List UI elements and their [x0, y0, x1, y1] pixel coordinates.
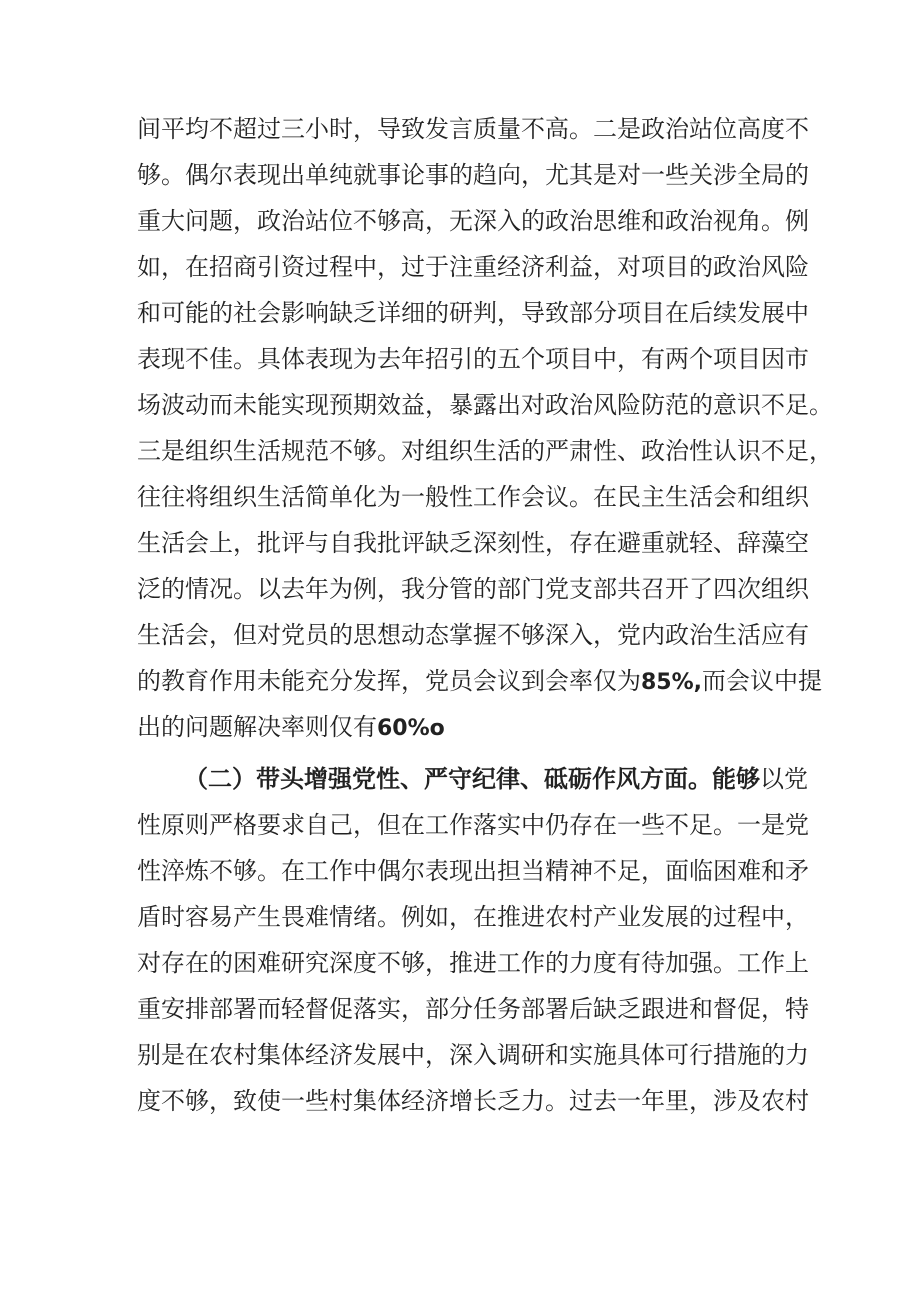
paragraph-line-with-number [137, 709, 797, 745]
line-text: 的教育作用未能充分发挥，党员会议到会率仅为 [137, 667, 641, 695]
paragraph-line: 性原则严格要求自己，但在工作落实中仍存在一些不足。一是党 [137, 811, 809, 839]
paragraph-line: 如，在招商引资过程中，过于注重经济利益，对项目的政治风险 [137, 253, 809, 281]
paragraph-line: 生活会上，批评与自我批评缺乏深刻性，存在避重就轻、辞藻空 [137, 529, 809, 557]
paragraph-line: 表现不佳。具体表现为去年招引的五个项目中，有两个项目因市 [137, 345, 809, 373]
paragraph-line: 场波动而未能实现预期效益，暴露出对政治风险防范的意识不足。 [137, 391, 833, 419]
paragraph-line: 对存在的困难研究深度不够，推进工作的力度有待加强。工作上 [137, 949, 809, 977]
resolution-rate: 60%o [377, 716, 445, 741]
paragraph-line: 别是在农村集体经济发展中，深入调研和实施具体可行措施的力 [137, 1041, 809, 1069]
paragraph-line: 往往将组织生活简单化为一般性工作会议。在民主生活会和组织 [137, 483, 809, 511]
paragraph-line: 三是组织生活规范不够。对组织生活的严肃性、政治性认识不足， [137, 437, 833, 465]
section-heading: （二）带头增强党性、严守纪律、砥砺作风方面。能够 [184, 764, 760, 793]
paragraph-line: 重安排部署而轻督促落实，部分任务部署后缺乏跟进和督促，特 [137, 995, 809, 1023]
paragraph-line: 和可能的社会影响缺乏详细的研判，导致部分项目在后续发展中 [137, 299, 809, 327]
line-text: 出的问题解决率则仅有 [137, 713, 377, 741]
paragraph-line: 够。偶尔表现出单纯就事论事的趋向，尤其是对一些关涉全局的 [137, 161, 809, 189]
paragraph-line: 泛的情况。以去年为例，我分管的部门党支部共召开了四次组织 [137, 575, 809, 603]
section-heading-line [184, 761, 808, 797]
paragraph-line: 间平均不超过三小时，导致发言质量不高。二是政治站位高度不 [137, 115, 809, 143]
paragraph-line: 度不够，致使一些村集体经济增长乏力。过去一年里，涉及农村 [137, 1087, 809, 1115]
line-text: 而会议中提 [702, 667, 823, 695]
paragraph-line: 重大问题，政治站位不够高，无深入的政治思维和政治视角。例 [137, 207, 809, 235]
paragraph-line: 性淬炼不够。在工作中偶尔表现出担当精神不足，面临困难和矛 [137, 857, 809, 885]
paragraph-line-with-number [137, 663, 823, 699]
attendance-rate: 85%, [641, 670, 703, 695]
paragraph-line: 生活会，但对党员的思想动态掌握不够深入，党内政治生活应有 [137, 621, 809, 649]
line-text: 以党 [760, 765, 808, 793]
paragraph-line: 盾时容易产生畏难情绪。例如，在推进农村产业发展的过程中， [137, 903, 809, 931]
